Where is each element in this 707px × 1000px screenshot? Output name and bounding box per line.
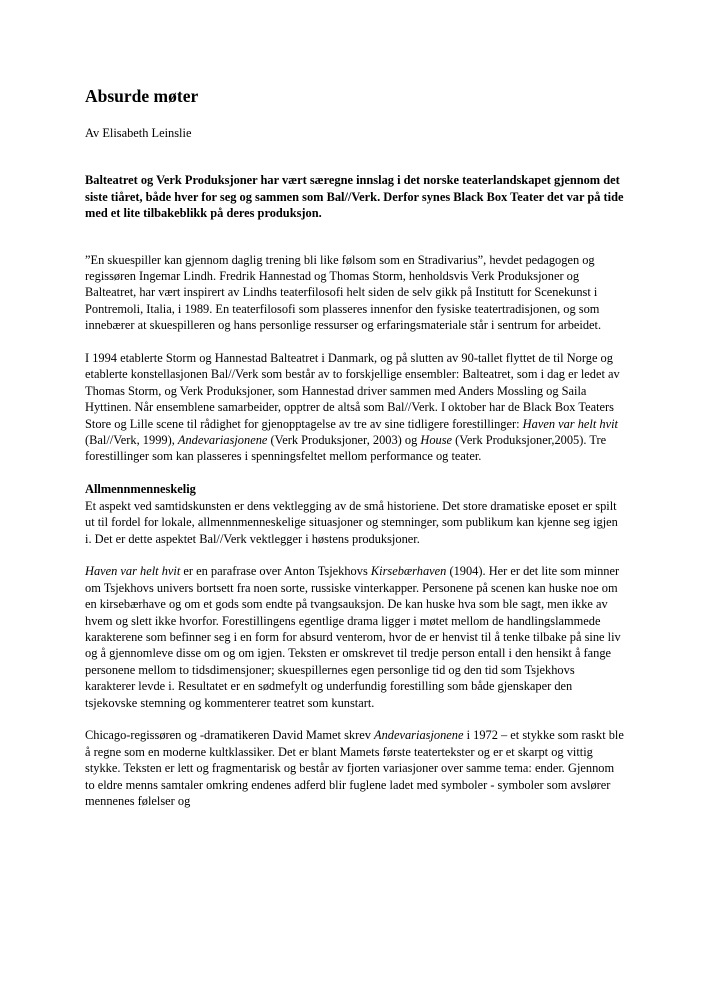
text-segment: (1904). Her er det lite som minner om Tsjekhovs univers bortsett fra noen sorte, russiske vinterkapper. Personene på scenen kan huske noe om en kirsebærhave og om et gods som endte på tvangsauksjon. De kan huske hva som ble sagt, men ikke av hvem og slett ikke hvorfor. Forestillingens egentlige drama ligger i møtet mellom de handlingslammede karakterene som befinner seg i en form for absurd venterom, hvor de er henvist til å tenke tilbake på sine liv og å gjennomleve disse om og om igjen. Teksten er omskrevet til tredje person entall i den hensikt å fange personene mellom to tidsdimensjoner; skuespillernes egen personlige tid og den tid som Tsjekhovs karakterer levde i. Resultatet er en sødmefylt og underfundig forestilling som både gjenskaper den tsjekovske stemning og kommenterer teatret som kunstart. (85, 564, 621, 710)
text-segment: ”En skuespiller kan gjennom daglig trening bli like følsom som en Stradivarius”, hevdet pedagogen og regissøren Ingemar Lindh. Fredrik Hannestad og Thomas Storm, henholdsvis Verk Produksjoner og Balteatret, har vært inspirert av Lindhs teaterfilosofi helt siden de selv gikk på Institutt for Scenekunst i Pontremoli, Italia, i 1989. En teaterfilosofi som plasseres innenfor den fysiske teatertradisjonen, og som innebærer at skuespilleren og hans personlige ressurser og erfaringsmateriale står i sentrum for arbeidet. (85, 252, 602, 333)
text-segment: (Verk Produksjoner, 2003) og (267, 433, 421, 448)
text-segment: Et aspekt ved samtidskunsten er dens vektlegging av de små historiene. Det store dramatiske eposet er spilt ut til fordel for lokale, allmennmenneskelige situasjoner og stemninger, som publikum kan kjenne seg igjen i. Det er dette aspektet Bal//Verk vektlegger i høstens produksjoner. (85, 498, 618, 546)
page-title: Absurde møter (85, 86, 199, 106)
text-segment: Balteatret og Verk Produksjoner har vært særegne innslag i det norske teaterlandskapet gjennom det siste tiåret, både hver for seg og sammen som Bal//Verk. Derfor synes Black Box Teater det var på tide med et lite tilbakeblikk på deres produksjon. (85, 173, 624, 221)
italic-text: Haven var helt hvit (522, 416, 618, 431)
text-segment: (Bal//Verk, 1999), (85, 433, 178, 448)
italic-text: Andevariasjonene (374, 728, 464, 743)
paragraph (85, 252, 626, 334)
section-heading (85, 481, 626, 497)
document-body (85, 172, 626, 809)
text-segment: Chicago-regissøren og -dramatikeren David Mamet skrev (85, 728, 375, 743)
paragraph (85, 498, 626, 547)
text-segment: Allmennmenneskelig (85, 482, 196, 497)
byline: Av Elisabeth Leinslie (85, 126, 192, 140)
text-segment: i 1972 – et stykke som raskt ble å regne som en moderne kultklassiker. Det er blant Mamets første teatertekster og er et skarpt og vittig stykke. Teksten er lett og fragmentarisk og består av fjorten variasjoner over samme tema: ender. Gjennom to eldre menns samtaler omkring endenes adferd blir fuglene ladet med symboler - symboler som avslører mennenes følelser og (85, 728, 624, 808)
text-segment: I 1994 etablerte Storm og Hannestad Balteatret i Danmark, og på slutten av 90-tallet flyttet de til Norge og etablerte konstellasjonen Bal//Verk som består av to forskjellige ensembler: Balteatret, som i dag er ledet av Thomas Storm, og Verk Produksjoner, som Hannestad driver sammen med Anders Mossling og Saila Hyttinen. Når ensemblene samarbeider, opptrer de altså som Bal//Verk. I oktober har de Black Box Teaters Store og Lille scene til rådighet for gjenopptagelse av tre av sine tidligere forestillinger: (85, 351, 620, 431)
italic-text: Andevariasjonene (177, 433, 268, 448)
paragraph (85, 727, 626, 809)
italic-text: Kirsebærhaven (370, 564, 447, 579)
text-segment: er en parafrase over Anton Tsjekhovs (180, 564, 371, 579)
italic-text: House (420, 433, 453, 448)
lead-paragraph (85, 172, 626, 221)
paragraph (85, 350, 626, 465)
text-segment: (Verk Produksjoner,2005). Tre forestillinger som kan plasseres i spenningsfeltet mellom performance og teater. (85, 433, 607, 464)
italic-text: Haven var helt hvit (85, 564, 181, 579)
paragraph (85, 563, 626, 711)
